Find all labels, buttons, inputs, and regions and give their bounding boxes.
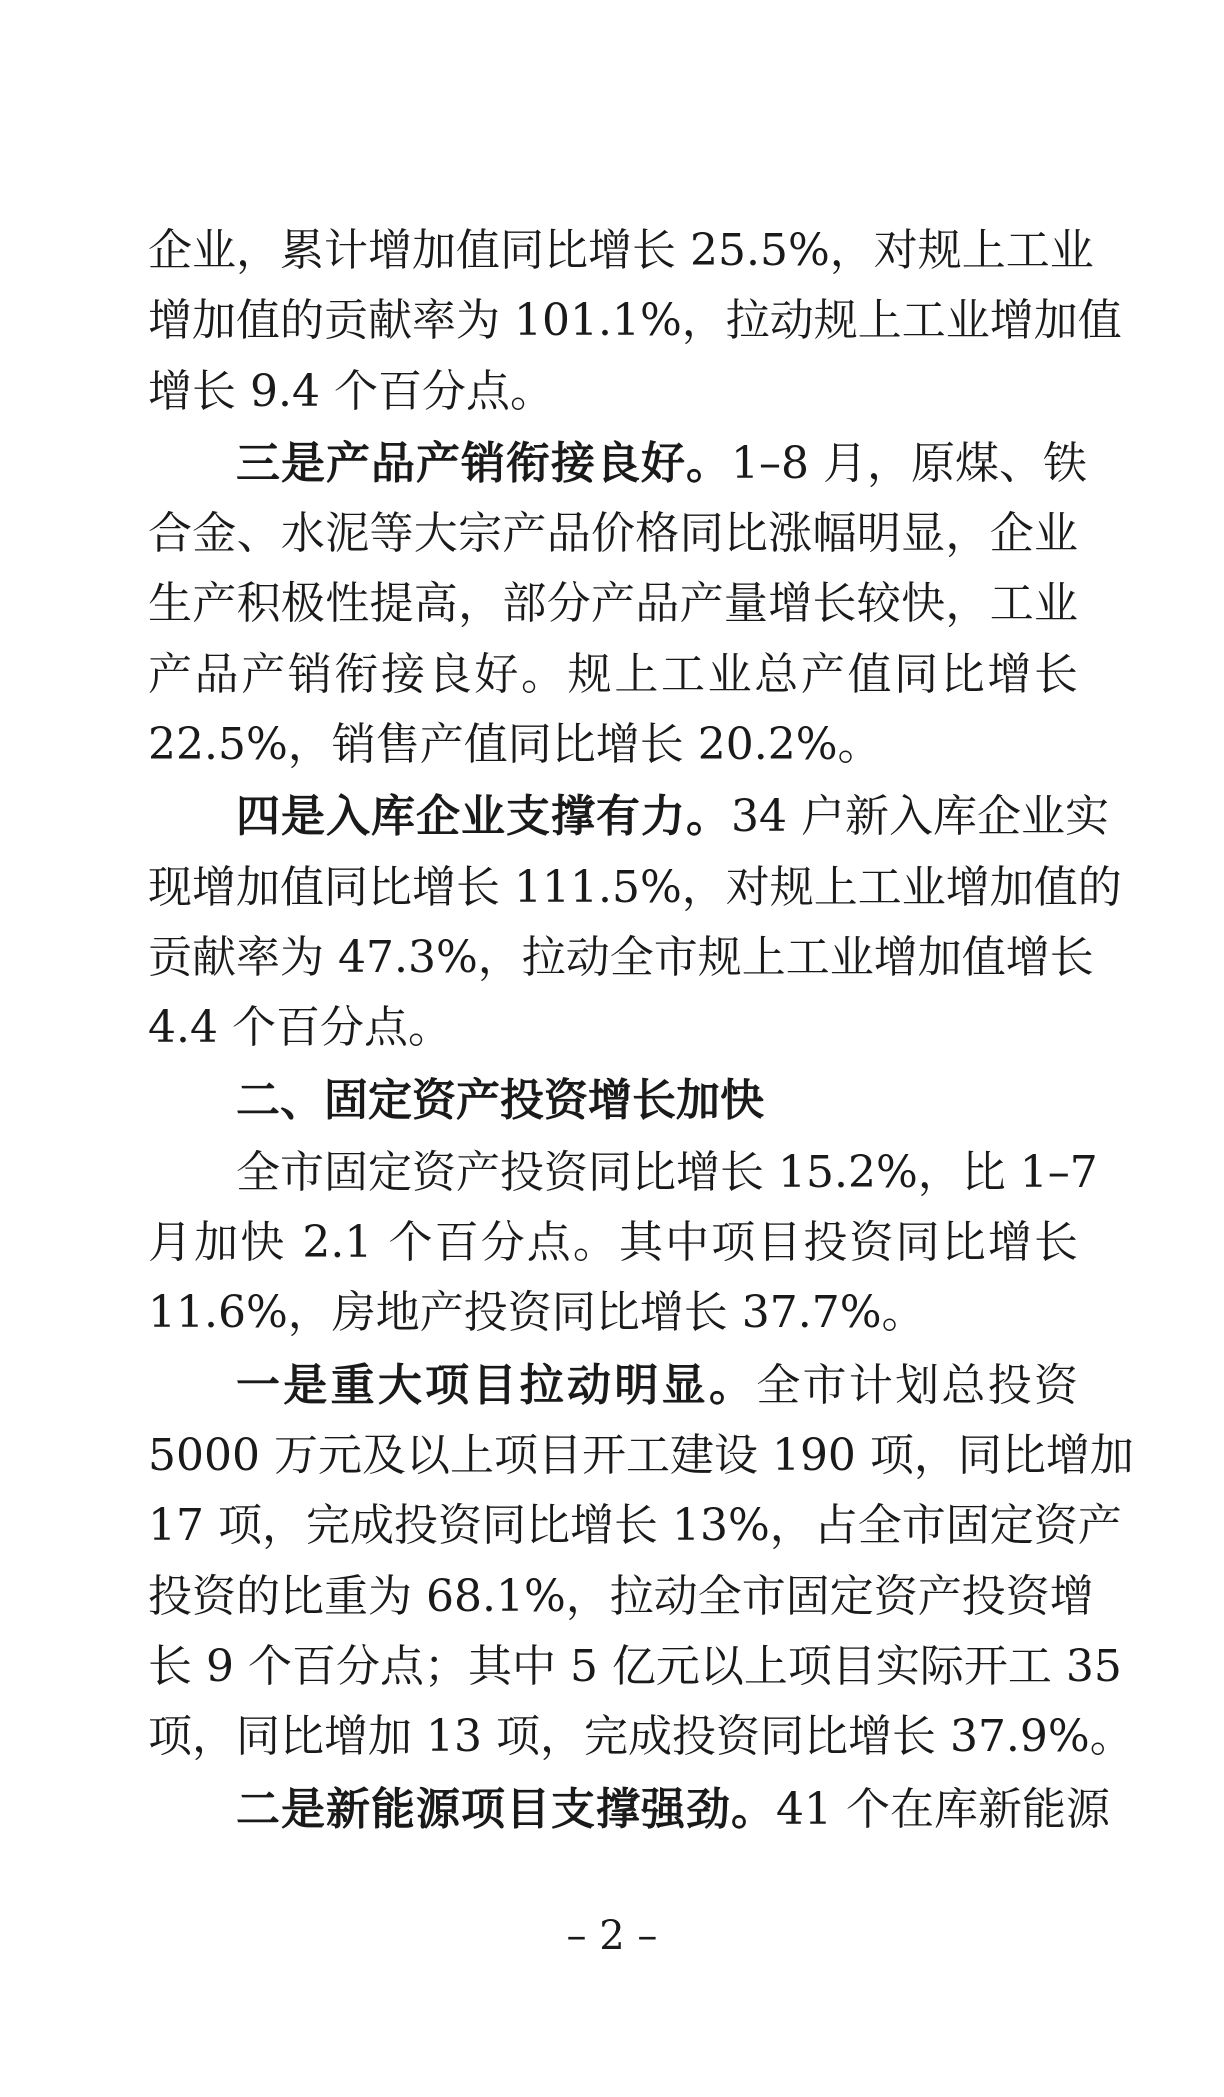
text-line: 企业，累计增加值同比增长 25.5%，对规上工业 (148, 225, 1094, 276)
text-line: 贡献率为 47.3%，拉动全市规上工业增加值增长 (148, 931, 1094, 983)
text-line: 5000 万元及以上项目开工建设 190 项，同比增加 (148, 1430, 1134, 1482)
paragraph-lead: 一是重大项目拉动明显。 (236, 1359, 757, 1411)
paragraph-lead: 二是新能源项目支撑强劲。 (236, 1783, 776, 1835)
paragraph-new-energy-projects (148, 1775, 1110, 1845)
text-line: 11.6%，房地产投资同比增长 37.7%。 (148, 1287, 926, 1339)
text-line: 月加快 2.1 个百分点。其中项目投资同比增长 (148, 1217, 1078, 1269)
paragraph-production-sales (148, 429, 1087, 780)
text-line: 增长 9.4 个百分点。 (148, 365, 554, 417)
section-heading: 二、固定资产投资增长加快 (236, 1074, 764, 1126)
text-segment: 34 户新入库企业实 (731, 791, 1109, 843)
paragraph-lead: 三是产品产销衔接良好。 (236, 437, 731, 489)
text-segment: 41 个在库新能源 (776, 1783, 1110, 1835)
text-line: 合金、水泥等大宗产品价格同比涨幅明显，企业 (148, 508, 1078, 560)
text-line (148, 429, 1087, 499)
text-line: 增加值的贡献率为 101.1%，拉动规上工业增加值 (148, 295, 1122, 347)
document-body (148, 216, 1134, 1845)
paragraph-lead: 四是入库企业支撑有力。 (236, 791, 731, 843)
paragraph-new-enterprises (148, 782, 1122, 1063)
text-line: 产品产销衔接良好。规上工业总产值同比增长 (148, 648, 1078, 700)
text-line: 全市固定资产投资同比增长 15.2%，比 1–7 (236, 1146, 1098, 1198)
text-line: 22.5%，销售产值同比增长 20.2%。 (148, 719, 882, 771)
text-line: 长 9 个百分点；其中 5 亿元以上项目实际开工 35 (148, 1640, 1122, 1692)
text-line: 现增加值同比增长 111.5%，对规上工业增加值的 (148, 861, 1122, 913)
text-line (148, 1775, 1110, 1845)
paragraph-major-projects (148, 1351, 1134, 1773)
text-segment: 1–8 月，原煤、铁 (731, 437, 1087, 489)
paragraph-fixed-asset-investment (148, 1138, 1098, 1349)
text-line (148, 1351, 1078, 1421)
text-line: 项，同比增加 13 项，完成投资同比增长 37.9%。 (148, 1711, 1134, 1763)
page-number: – 2 – (566, 1913, 658, 1959)
text-line: 生产积极性提高，部分产品产量增长较快，工业 (148, 578, 1078, 630)
text-line: 17 项，完成投资同比增长 13%，占全市固定资产 (148, 1500, 1122, 1552)
text-segment: 全市计划总投资 (756, 1359, 1078, 1411)
text-line: 投资的比重为 68.1%，拉动全市固定资产投资增 (148, 1570, 1094, 1622)
paragraph-industry-added-value (148, 216, 1122, 427)
text-line (148, 782, 1109, 852)
text-line: 4.4 个百分点。 (148, 1002, 452, 1054)
